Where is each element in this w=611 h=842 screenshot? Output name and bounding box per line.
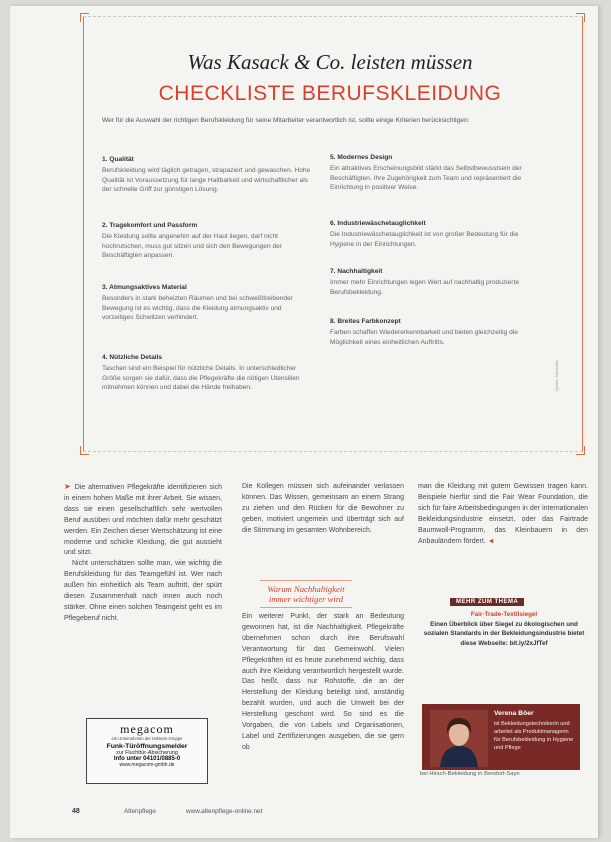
- ad-product: Funk-Türöffnungsmelder: [106, 743, 188, 750]
- crop-mark: [80, 446, 89, 455]
- paragraph: Ein weiterer Punkt, der stark an Bedeutung gewonnen hat, ist die Nachhaltigkeit. Pflegekräfte übernehmen schon durch ihre Berufswahl Verantwortung für das Gemeinwohl. Vielen Pflegekräften ist es heute zunehmend wichtig, dass auch ihre Kleidung verantwortlich hergestellt wurde. Das heißt, dass nur Rohstoffe, die an der Herstellung der Kleidung beteiligt sind, anständig bezahlt wurden, und auch die Umwelt bei der Herstellung geschont wird. So sind es die Vorgaben, die von Labels und Organisationen, Label und Zertifizierungen ausgeben, die sie gern ob: [242, 613, 404, 751]
- article-column-1: [64, 482, 222, 692]
- crop-mark: [80, 13, 89, 22]
- item-text: Die Kleidung sollte angenehm auf der Haut liegen, darf nicht hochrutschen, muss gut sitzen und sich den Bewegungen der Beschäftigten anpassen.: [102, 233, 282, 260]
- item-text: Besonders in stark beheizten Räumen und bei schweißtreibender Bewegung ist es wichtig, dass die Kleidung atmungsaktiv und vorzeitiges Schwitzen verhindert.: [102, 295, 293, 322]
- footer-url[interactable]: www.altenpflege-online.net: [186, 808, 263, 815]
- crop-mark: [576, 13, 585, 22]
- more-body: Einen Überblick über Siegel zu ökologischen und sozialen Standards in der Bekleidungsindustrie bietet diese Webseite: bit.ly/2xJfTef: [423, 620, 585, 647]
- box-kicker: Was Kasack & Co. leisten müssen: [187, 50, 473, 74]
- checklist-item: [330, 268, 540, 297]
- advertisement[interactable]: [86, 718, 208, 784]
- photo-credit: Quelle: Hersteller: [554, 360, 559, 391]
- item-title: 7. Nachhaltigkeit: [330, 268, 383, 275]
- item-text: Taschen sind ein Beispiel für nützliche Details. In unterschiedlicher Größe sorgen sie dafür, dass die Pflegekräfte die nötigen Utensilien mitnehmen können und dabei die Hände freihaben.: [102, 365, 300, 392]
- checklist-item: [330, 220, 540, 249]
- item-title: 4. Nützliche Details: [102, 354, 163, 361]
- author-caption: bei Hirsch-Bekleidung in Bendorf-Sayn: [420, 771, 520, 777]
- author-bio: ist Bekleidungstechnikerin und arbeitet als Produktmanagerin für Berufsbekleidung in Hygiene und Pflege: [494, 721, 574, 751]
- article-column-2: [242, 482, 404, 576]
- item-title: 6. Industriewäschetauglichkeit: [330, 220, 426, 227]
- item-text: Immer mehr Einrichtungen legen Wert auf nachhaltig produzierte Berufsbekleidung.: [330, 279, 519, 296]
- paragraph: Nicht unterschätzen sollte man, wie wichtig die Berufskleidung für das Teamgefühl ist. Wer nach außen hin einheitlich als Team auftritt, der spürt diesen Zusammenhalt nach innen auch noch stärker. Ohne einen solchen Teamgeist geht es im Pflegeberuf nicht.: [64, 560, 222, 622]
- item-text: Die Industriewäschetauglichkeit ist von großer Bedeutung für die Hygiene in der Einrichtungen.: [330, 231, 519, 248]
- page-number: 48: [72, 808, 80, 815]
- item-title: 2. Tragekomfort und Passform: [102, 222, 198, 229]
- paragraph: man die Kleidung mit gutem Gewissen tragen kann. Beispiele hierfür sind die Fair Wear Foundation, die sich für faire Arbeitsbedingungen in der internationalen Bekleidungsindustrie einsetzt, oder das Fairtrade Baumwoll-Programm, das Kleinbauern in den Anbauländern fördert. ◄: [418, 483, 588, 545]
- more-title: Fair-Trade-Textilsiegel: [470, 611, 538, 618]
- ad-product-detail: zur Fluchttür-Absicherung: [116, 750, 178, 756]
- checklist-item: [102, 354, 312, 393]
- item-title: 8. Breites Farbkonzept: [330, 318, 401, 325]
- author-photo: [430, 710, 488, 767]
- ad-subline: ein Unternehmen der Holstein-Gruppe: [111, 736, 183, 741]
- item-text: Farben schaffen Wiedererkennbarkeit und bieten gleichzeitig die Möglichkeit eines einheitlichen Auftritts.: [330, 329, 518, 346]
- item-text: Ein attraktives Erscheinungsbild stärkt das Selbstbewusstsein der Beschäftigten. Ihre Zugehörigkeit zum Team und repräsentiert die Einrichtung in positiver Weise.: [330, 165, 522, 192]
- footer-magazine: Altenpflege: [124, 808, 156, 815]
- item-title: 5. Modernes Design: [330, 154, 393, 161]
- article-column-2b: [242, 612, 404, 826]
- item-title: 3. Atmungsaktives Material: [102, 284, 187, 291]
- paragraph: ➤ Die alternativen Pflegekräfte identifizieren sich in einem hohen Maße mit ihrer Arbeit. Sie wissen, dass sie einen gesellschaftlich sehr wertvollen Beruf ausüben und möchten dafür mehr geschätzt werden. Ein Zeichen dieser Wertschätzung ist eine moderne und schicke Kleidung, die gut aussieht und sitzt.: [64, 482, 222, 557]
- checklist-item: [102, 156, 312, 195]
- article-column-3: [418, 482, 588, 586]
- arrow-icon: ➤: [64, 482, 71, 491]
- more-on-topic-tag: MEHR ZUM THEMA: [450, 598, 524, 606]
- more-on-topic-box: [418, 610, 590, 648]
- author-name: Verena Böer: [494, 710, 534, 717]
- crop-mark: [576, 446, 585, 455]
- checklist-item: [102, 222, 312, 261]
- checklist-item: [330, 318, 540, 347]
- pull-quote: Warum Nachhaltigkeit immer wichtiger wird: [260, 580, 352, 608]
- item-text: Berufskleidung wird täglich getragen, strapaziert und gewaschen. Hohe Qualität ist Voraussetzung für lange Haltbarkeit und wirtschaftlicher als der schnelle Griff zur günstigen Lösung.: [102, 167, 311, 194]
- ad-url[interactable]: www.megacom-gmbh.de: [119, 762, 175, 768]
- ad-phone: Info unter 04101/0885-0: [113, 756, 181, 762]
- checklist-item: [330, 154, 540, 193]
- author-box: [422, 704, 580, 770]
- box-intro: Wer für die Auswahl der richtigen Berufskleidung für seine Mitarbeiter verantwortlich ist, sollte einige Kriterien berücksichtigen:: [102, 117, 470, 124]
- paragraph: Die Kollegen müssen sich aufeinander verlassen können. Das Wissen, gemeinsam an einem Strang zu ziehen und den Rücken für die Bewohner zu geben, motiviert ungemein und überträgt sich auf die Stimmung im gesamten Wohnbereich.: [242, 483, 404, 534]
- item-title: 1. Qualität: [102, 156, 134, 163]
- box-headline: CHECKLISTE BERUFSKLEIDUNG: [158, 82, 502, 105]
- checklist-item: [102, 284, 312, 323]
- ad-brand: megacom: [120, 722, 174, 736]
- magazine-page: [10, 6, 598, 838]
